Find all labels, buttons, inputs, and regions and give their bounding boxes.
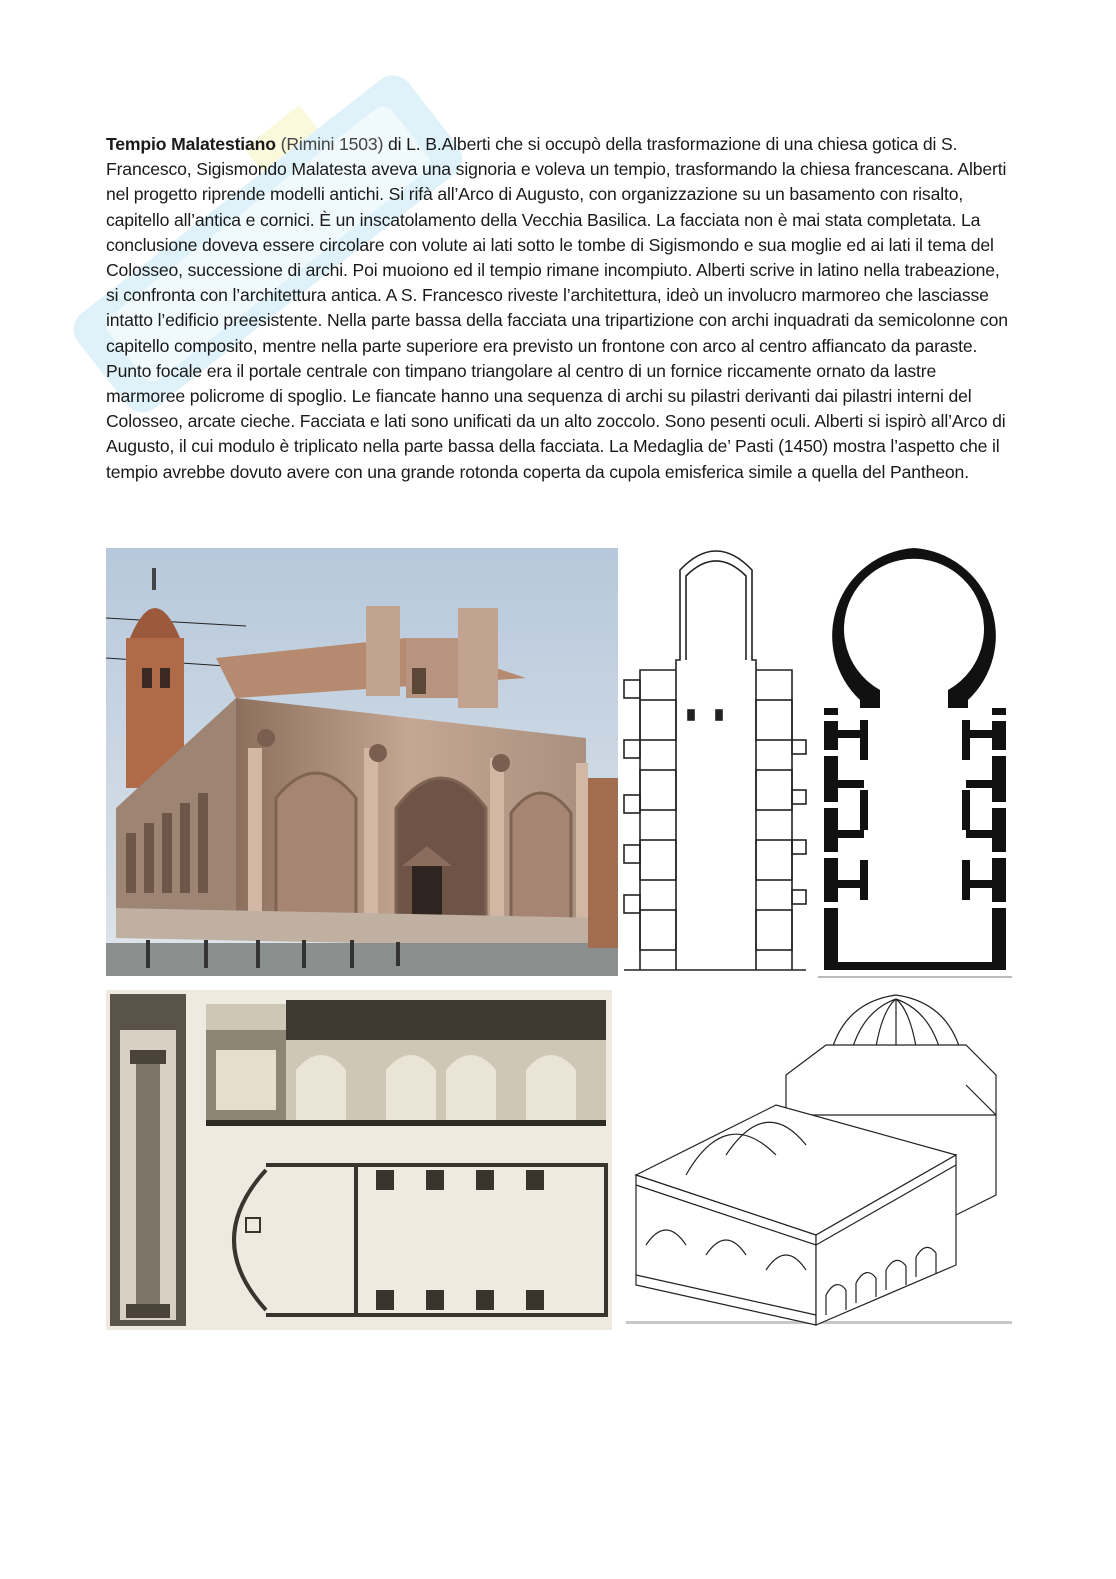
floor-plan-solid bbox=[818, 540, 1012, 978]
axonometric-view bbox=[626, 985, 1012, 1330]
section-and-plan-engraving bbox=[106, 990, 612, 1330]
paragraph-subtitle: (Rimini 1503) bbox=[280, 134, 384, 154]
floor-plan-outline bbox=[620, 540, 814, 978]
facade-photo bbox=[106, 548, 618, 976]
paragraph-title: Tempio Malatestiano bbox=[106, 134, 276, 154]
body-paragraph bbox=[106, 132, 1010, 485]
paragraph-body: di L. B.Alberti che si occupò della trasformazione di una chiesa gotica di S. Francesco, Sigismondo Malatesta aveva una signoria e voleva un tempio, trasformando la chiesa francescana. Alberti nel progetto riprende modelli antichi. Si rifà all’Arco di Augusto, con organizzazione su un basamento con risalto, capitello all’antica e cornici. È un inscatolamento della Vecchia Basilica. La facciata non è mai stata completata. La conclusione doveva essere circolare con volute ai lati sotto le tombe di Sigismondo e sua moglie ed ai lati il tema del Colosseo, successione di archi. Poi muoiono ed il tempio rimane incompiuto. Alberti scrive in latino nella trabeazione, si confronta con l’architettura antica. A S. Francesco riveste l’architettura, ideò un involucro marmoreo che lasciasse intatto l’edificio preesistente. Nella parte bassa della facciata una tripartizione con archi inquadrati da semicolonne con capitello composito, mentre nella parte superiore era previsto un frontone con arco al centro affiancato da paraste. Punto focale era il portale centrale con timpano triangolare al centro di un fornice riccamente ornato da lastre marmoree policrome di spoglio. Le fiancate hanno una sequenza di archi su pilastri derivanti dai pilastri interni del Colosseo, arcate cieche. Facciata e lati sono unificati da un alto zoccolo. Sono pesenti oculi. Alberti si ispirò all’Arco di Augusto, il cui modulo è triplicato nella parte bassa della facciata. La Medaglia de’ Pasti (1450) mostra l’aspetto che il tempio avrebbe dovuto avere con una grande rotonda coperta da cupola emisferica simile a quella del Pantheon. bbox=[106, 134, 1008, 482]
